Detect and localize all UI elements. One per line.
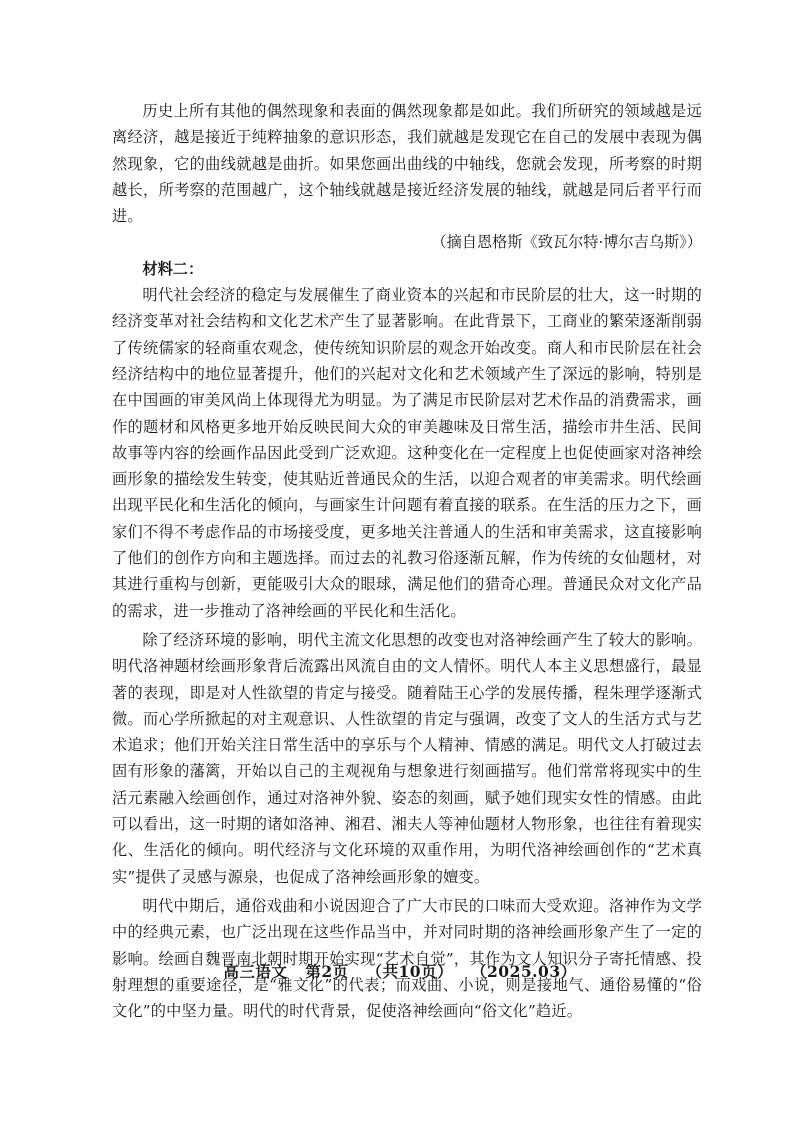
footer-subject: 高三语文 [223, 962, 288, 981]
section-heading: 材料二： [142, 259, 204, 278]
document-body [112, 98, 702, 1024]
paragraph-2: 除了经济环境的影响，明代主流文化思想的改变也对洛神绘画产生了较大的影响。明代洛神题材绘画形象背后流露出风流自由的文人情怀。明代人本主义思想盛行，最显著的表现，即是对人性欲望的肯定与接受。随着陆王心学的发展传播，程朱理学逐渐式微。而心学所掀起的对主观意识、人性欲望的肯定与强调，改变了文人的生活方式与艺术追求；他们开始关注日常生活中的享乐与个人精神、情感的满足。明代文人打破过去固有形象的藩篱，开始以自己的主观视角与想象进行刻画描写。他们常常将现实中的生活元素融入绘画创作，通过对洛神外貌、姿态的刻画，赋予她们现实女性的情感。由此可以看出，这一时期的诸如洛神、湘君、湘夫人等神仙题材人物形象，也往往有着现实化、生活化的倾向。明代经济与文化环境的双重作用，为明代洛神绘画创作的“艺术真实”提供了灵感与源泉，也促成了洛神绘画形象的嬗变。 [112, 630, 702, 886]
footer-page-number: 第2页 [305, 962, 349, 981]
footer-date: （2025.03） [471, 962, 577, 981]
paragraph-intro: 历史上所有其他的偶然现象和表面的偶然现象都是如此。我们所研究的领域越是远离经济，越是接近于纯粹抽象的意识形态，我们就越是发现它在自己的发展中表现为偶然现象，它的曲线就越是曲折。如果您画出曲线的中轴线，您就会发现，所考察的时期越长，所考察的范围越广，这个轴线就越是接近经济发展的轴线，就越是同后者平行而进。 [112, 102, 702, 226]
page-footer [0, 960, 800, 982]
paragraph-1: 明代社会经济的稳定与发展催生了商业资本的兴起和市民阶层的壮大，这一时期的经济变革对社会结构和文化艺术产生了显著影响。在此背景下，工商业的繁荣逐渐削弱了传统儒家的轻商重农观念，使传统知识阶层的观念开始改变。商人和市民阶层在社会经济结构中的地位显著提升，他们的兴起对文化和艺术领域产生了深远的影响，特别是在中国画的审美风尚上体现得尤为明显。为了满足市民阶层对艺术作品的消费需求，画作的题材和风格更多地开始反映民间大众的审美趣味及日常生活，描绘市井生活、民间故事等内容的绘画作品因此受到广泛欢迎。这种变化在一定程度上也促使画家对洛神绘画形象的描绘发生转变，使其贴近普通民众的生活，以迎合观者的审美需求。明代绘画出现平民化和生活化的倾向，与画家生计问题有着直接的联系。在生活的压力之下，画家们不得不考虑作品的市场接受度，更多地关注普通人的生活和审美需求，这直接影响了他们的创作方向和主题选择。而过去的礼教习俗逐渐瓦解，作为传统的女仙题材，对其进行重构与创新，更能吸引大众的眼球，满足他们的猎奇心理。普通民众对文化产品的需求，进一步推动了洛神绘画的平民化和生活化。 [112, 286, 702, 620]
paragraph-3: 明代中期后，通俗戏曲和小说因迎合了广大市民的口味而大受欢迎。洛神作为文学中的经典元素，也广泛出现在这些作品当中，并对同时期的洛神绘画形象产生了一定的影响。绘画自魏晋南北朝时期开始实现“艺术自觉”，其作为文人知识分子寄托情感、投射理想的重要途径，是“雅文化”的代表；而戏曲、小说，则是接地气、通俗易懂的“俗文化”的中坚力量。明代的时代背景，促使洛神绘画向“俗文化”趋近。 [112, 896, 702, 1021]
footer-total-pages: （共10页） [366, 962, 454, 981]
source-citation: （摘自恩格斯《致瓦尔特·博尔吉乌斯》） [431, 233, 702, 252]
